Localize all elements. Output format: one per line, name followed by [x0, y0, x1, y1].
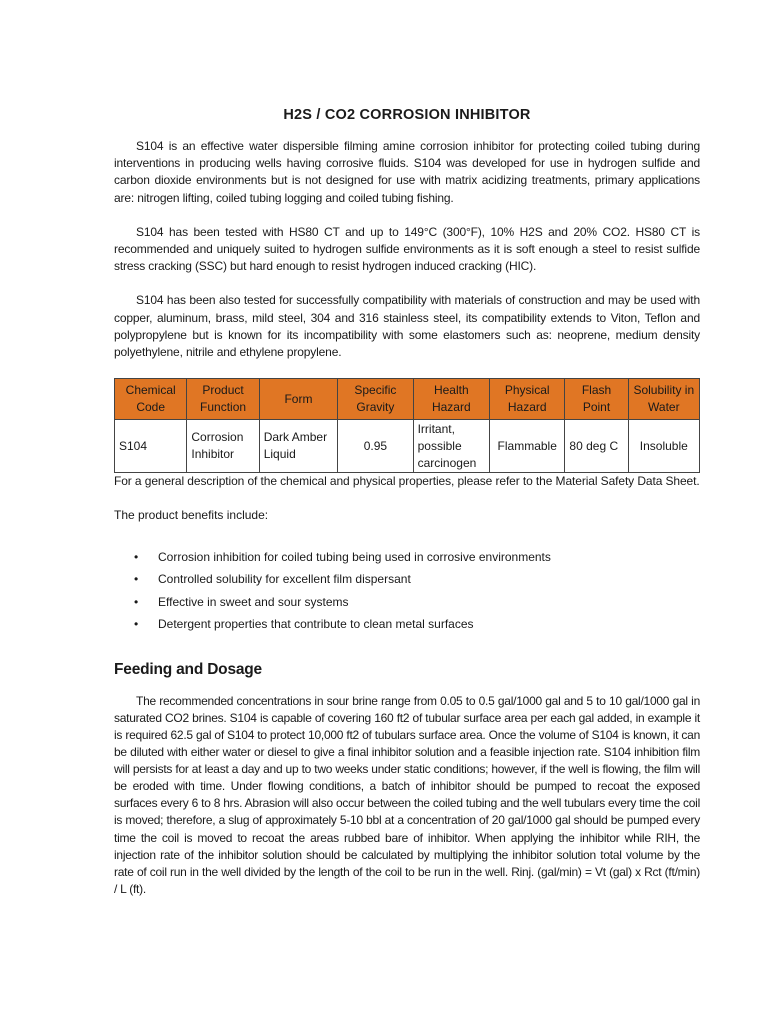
header-solubility: Solubility in Water — [628, 379, 699, 420]
table-row — [115, 420, 700, 473]
cell-specific-gravity: 0.95 — [338, 420, 413, 473]
header-physical-hazard: Physical Hazard — [490, 379, 565, 420]
header-product-function: Product Function — [187, 379, 259, 420]
benefits-list — [114, 549, 700, 633]
list-item — [134, 571, 700, 588]
header-specific-gravity: Specific Gravity — [338, 379, 413, 420]
cell-flash-point: 80 deg C — [565, 420, 628, 473]
list-item-text: Effective in sweet and sour systems — [158, 594, 349, 609]
header-flash-point: Flash Point — [565, 379, 628, 420]
properties-table — [114, 378, 700, 473]
bullet-icon: • — [134, 594, 139, 609]
list-item-text: Detergent properties that contribute to clean metal surfaces — [158, 616, 474, 631]
cell-health-hazard: Irritant, possible carcinogen — [413, 420, 489, 473]
cell-product-function: Corrosion Inhibitor — [187, 420, 259, 473]
benefits-intro: The product benefits include: — [114, 508, 269, 523]
compatibility-paragraph: S104 has been also tested for successfully compatibility with materials of construction and may be used with copper, aluminum, brass, mild steel, 304 and 316 stainless steel, its compatibility extends to Viton, Teflon and polypropylene but is known for its incompatibility with some elastomers such as: neoprene, medium density polyethylene, nitrile and ethylene propylene. — [114, 293, 700, 360]
table-note: For a general description of the chemical and physical properties, please refer to the Material Safety Data Sheet. — [114, 474, 700, 489]
cell-form: Dark Amber Liquid — [259, 420, 337, 473]
header-health-hazard: Health Hazard — [413, 379, 489, 420]
intro-paragraph: S104 is an effective water dispersible filming amine corrosion inhibitor for protecting coiled tubing during interventions in producing wells having corrosive fluids. S104 was developed for use in hydrogen sulfide and carbon dioxide environments but is not designed for use with matrix acidizing treatments, primary applications are: nitrogen lifting, coiled tubing logging and coiled tubing fishing. — [114, 139, 700, 205]
list-item-text: Corrosion inhibition for coiled tubing being used in corrosive environments — [158, 550, 551, 565]
testing-paragraph: S104 has been tested with HS80 CT and up to 149°C (300°F), 10% H2S and 20% CO2. HS80 CT is recommended and uniquely suited to hydrogen sulfide environments as it is soft enough a steel to resist sulfide stress cracking (SSC) but hard enough to resist hydrogen induced cracking (HIC). — [114, 224, 700, 274]
table-header-row — [115, 379, 700, 420]
list-item — [134, 549, 700, 566]
cell-solubility: Insoluble — [628, 420, 699, 473]
cell-chemical-code: S104 — [115, 420, 187, 473]
section-heading-feeding-dosage: Feeding and Dosage — [114, 660, 262, 678]
bullet-icon: • — [134, 616, 139, 631]
cell-physical-hazard: Flammable — [490, 420, 565, 473]
list-item — [134, 616, 700, 633]
document-title: H2S / CO2 CORROSION INHIBITOR — [283, 107, 531, 123]
dosage-paragraph: The recommended concentrations in sour brine range from 0.05 to 0.5 gal/1000 gal and 5 to 10 gal/1000 gal in saturated CO2 brines. S104 is capable of covering 160 ft2 of tubular surface area per each gal added, in example it is required 62.5 gal of S104 to protect 10,000 ft2 of tubulars surface area. Once the volume of S104 is known, it can be diluted with either water or diesel to give a final inhibitor solution and a feasible injection rate. S104 inhibition film will persists for at least a day and up to two weeks under static conditions; however, if the well is flowing, the film will be eroded with time. Under flowing conditions, a batch of inhibitor should be pumped to recoat the exposed surfaces every 6 to 8 hrs. Abrasion will also occur between the coiled tubing and the well tubulars every time the coil is moved; therefore, a slug of approximately 5-10 bbl at a concentration of 20 gal/1000 gal should be pumped every time the coil is moved to recoat the areas rubbed bare of inhibitor. When applying the inhibitor while RIH, the injection rate of the inhibitor solution should be calculated by multiplying the inhibitor solution total volume by the rate of coil run in the well divided by the length of the coil to be run in the well. Rinj. (gal/min) = Vt (gal) x Rct (ft/min) / L (ft). — [114, 693, 700, 896]
list-item-text: Controlled solubility for excellent film dispersant — [158, 572, 411, 587]
list-item — [134, 594, 700, 611]
header-chemical-code: Chemical Code — [115, 379, 187, 420]
bullet-icon: • — [134, 550, 139, 565]
header-form: Form — [259, 379, 337, 420]
bullet-icon: • — [134, 572, 139, 587]
